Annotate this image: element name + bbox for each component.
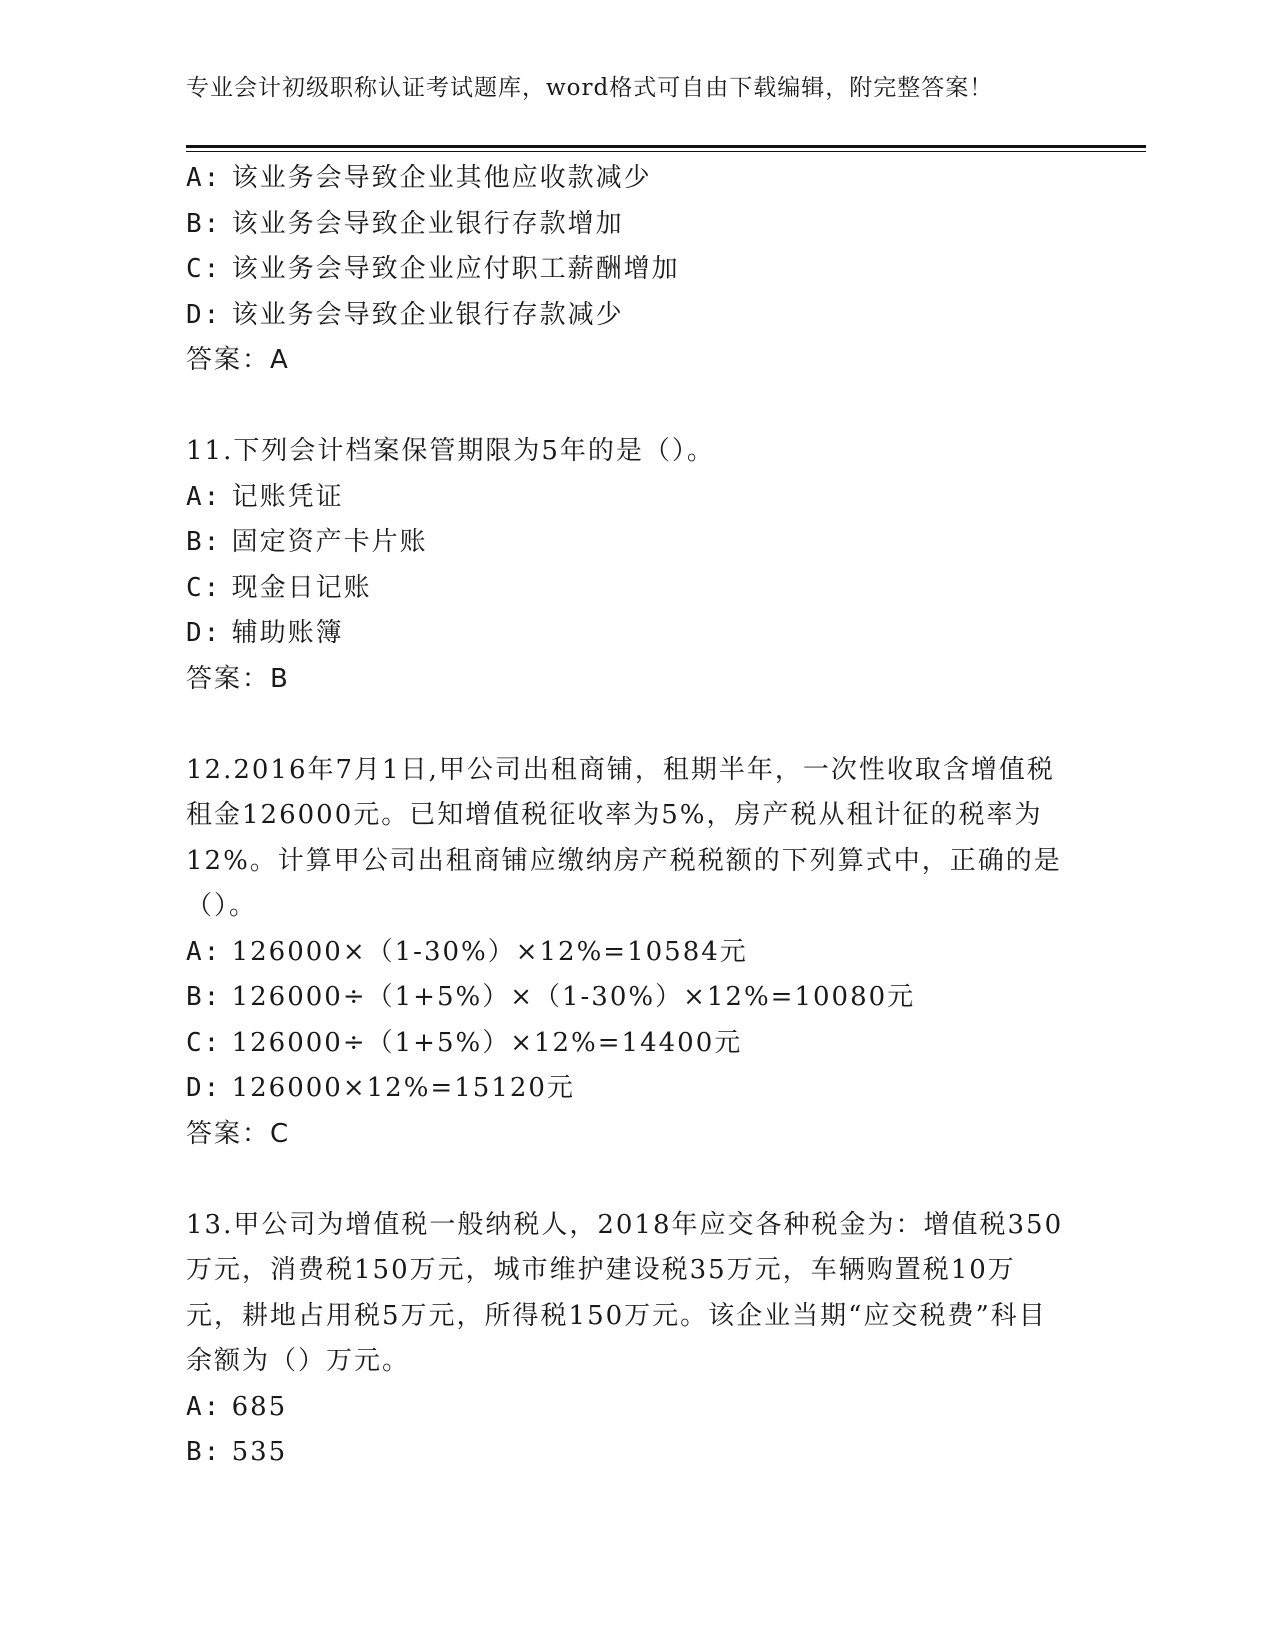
header-divider-thin xyxy=(186,151,1146,152)
question-list xyxy=(186,156,1086,1476)
answer-line: 答案：A xyxy=(186,345,290,375)
answer-line: 答案：C xyxy=(186,1118,291,1149)
answer-line: 答案：B xyxy=(186,663,290,694)
option-a: A: 该业务会导致企业其他应收款减少 xyxy=(186,163,652,193)
option-d: D: 辅助账簿 xyxy=(186,618,344,648)
option-d: D: 126000×12%=15120元 xyxy=(186,1073,575,1103)
question-stem: 11.下列会计档案保管期限为5年的是（）。 xyxy=(186,436,715,466)
option-b: B: 535 xyxy=(186,1437,288,1467)
option-c: C: 该业务会导致企业应付职工薪酬增加 xyxy=(186,254,680,284)
option-c: C: 现金日记账 xyxy=(186,572,372,603)
option-a: A: 126000×（1-30%）×12%=10584元 xyxy=(186,936,748,967)
page-header: 专业会计初级职称认证考试题库，word格式可自由下载编辑，附完整答案！ xyxy=(186,75,994,101)
question-stem: 12.2016年7月1日,甲公司出租商铺，租期半年，一次性收取含增值税租金126000元。已知增值税征收率为5%，房产税从租计征的税率为12%。计算甲公司出租商铺应缴纳房产税税额的下列算式中，正确的是（）。 xyxy=(186,754,1062,921)
header-divider-thick xyxy=(186,145,1146,148)
option-b: B: 126000÷（1+5%）×（1-30%）×12%=10080元 xyxy=(186,982,916,1012)
option-c: C: 126000÷（1+5%）×12%=14400元 xyxy=(186,1027,743,1058)
question-block xyxy=(186,156,1086,384)
option-d: D: 该业务会导致企业银行存款减少 xyxy=(186,299,624,330)
question-block xyxy=(186,1203,1086,1476)
option-a: A: 685 xyxy=(186,1391,288,1422)
question-block xyxy=(186,429,1086,702)
question-stem: 13.甲公司为增值税一般纳税人，2018年应交各种税金为：增值税350万元，消费税150万元，城市维护建设税35万元，车辆购置税10万元，耕地占用税5万元，所得税150万元。该企业当期“应交税费”科目余额为（）万元。 xyxy=(186,1209,1064,1376)
option-b: B: 固定资产卡片账 xyxy=(186,527,428,557)
option-b: B: 该业务会导致企业银行存款增加 xyxy=(186,208,624,239)
question-block xyxy=(186,748,1086,1158)
option-a: A: 记账凭证 xyxy=(186,481,344,512)
